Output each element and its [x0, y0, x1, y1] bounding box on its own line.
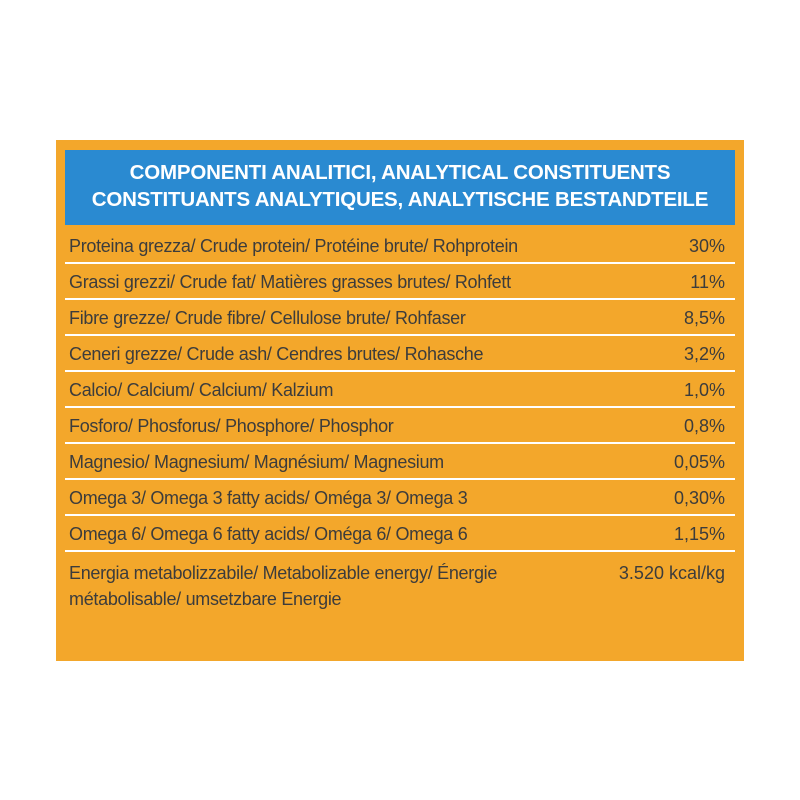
row-value: 3,2% — [683, 344, 725, 364]
header-line-2: CONSTITUANTS ANALYTIQUES, ANALYTISCHE BESTANDTEILE — [91, 188, 709, 211]
table-row — [65, 516, 735, 552]
table-header — [65, 150, 735, 225]
row-value: 8,5% — [683, 308, 725, 328]
row-value: 3.520 kcal/kg — [618, 563, 725, 583]
row-value: 0,30% — [673, 488, 725, 508]
row-label: Fibre grezze/ Crude fibre/ Cellulose brute/ Rohfaser — [69, 308, 466, 328]
constituents-table — [65, 228, 735, 614]
row-value: 0,05% — [673, 452, 725, 472]
table-row — [65, 300, 735, 336]
row-label: Omega 3/ Omega 3 fatty acids/ Oméga 3/ Omega 3 — [69, 488, 468, 508]
table-row — [65, 408, 735, 444]
table-row — [65, 480, 735, 516]
row-label: Omega 6/ Omega 6 fatty acids/ Oméga 6/ Omega 6 — [69, 524, 468, 544]
header-line-1: COMPONENTI ANALITICI, ANALYTICAL CONSTITUENTS — [129, 161, 671, 184]
row-label: Proteina grezza/ Crude protein/ Protéine brute/ Rohprotein — [69, 236, 518, 256]
row-value: 1,15% — [673, 524, 725, 544]
analytical-constituents-panel — [56, 140, 744, 661]
row-label: Ceneri grezze/ Crude ash/ Cendres brutes/ Rohasche — [69, 344, 484, 364]
table-row — [65, 552, 735, 614]
row-label-line-2: métabolisable/ umsetzbare Energie — [69, 589, 342, 609]
table-row — [65, 228, 735, 264]
table-row — [65, 372, 735, 408]
row-value: 11% — [690, 272, 725, 292]
row-label: Fosforo/ Phosforus/ Phosphore/ Phosphor — [69, 416, 394, 436]
row-label: Grassi grezzi/ Crude fat/ Matières grasses brutes/ Rohfett — [69, 272, 511, 292]
row-value: 30% — [688, 236, 725, 256]
row-label — [69, 560, 569, 612]
row-label: Magnesio/ Magnesium/ Magnésium/ Magnesium — [69, 452, 444, 472]
table-row — [65, 264, 735, 300]
row-value: 1,0% — [683, 380, 725, 400]
row-label: Calcio/ Calcium/ Calcium/ Kalzium — [69, 380, 334, 400]
row-label-line-1: Energia metabolizzabile/ Metabolizable energy/ Énergie — [69, 563, 498, 583]
table-row — [65, 444, 735, 480]
table-row — [65, 336, 735, 372]
row-value: 0,8% — [683, 416, 725, 436]
